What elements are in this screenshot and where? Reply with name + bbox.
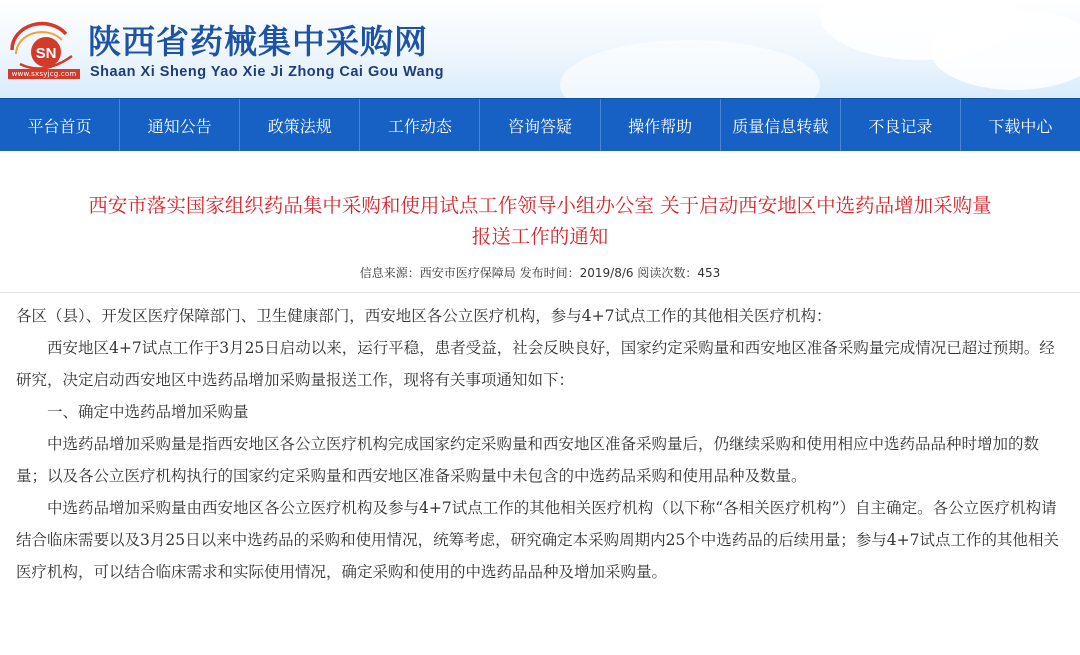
nav-item-downloads[interactable]: 下载中心 xyxy=(988,116,1053,136)
header-cloud-decoration xyxy=(560,40,820,98)
nav-item-work-news[interactable]: 工作动态 xyxy=(360,99,480,151)
date-value: 2019/8/6 xyxy=(579,266,634,280)
views-label: 阅读次数： xyxy=(637,266,698,280)
site-header xyxy=(0,0,1080,98)
divider xyxy=(0,292,1080,293)
nav-item-notices[interactable]: 通知公告 xyxy=(120,99,240,151)
nav-item-help[interactable]: 操作帮助 xyxy=(601,99,721,151)
views-count: 453 xyxy=(697,266,721,280)
site-title: 陕西省药械集中采购网 xyxy=(88,22,428,61)
nav-item-policies[interactable]: 政策法规 xyxy=(240,99,360,151)
article-body xyxy=(16,300,1066,588)
nav-item-quality-info[interactable]: 质量信息转载 xyxy=(721,99,841,151)
nav-item-home[interactable]: 平台首页 xyxy=(0,99,120,151)
salutation-paragraph: 各区（县）、开发区医疗保障部门、卫生健康部门，西安地区各公立医疗机构，参与4+7试点工作的其他相关医疗机构： xyxy=(16,307,832,325)
date-label: 发布时间： xyxy=(519,266,580,280)
article-title-line1: 西安市落实国家组织药品集中采购和使用试点工作领导小组办公室 关于启动西安地区中选药品增加采购量 xyxy=(88,194,992,217)
article-meta xyxy=(0,264,1080,281)
article-title xyxy=(0,190,1080,252)
article-title-line2: 报送工作的通知 xyxy=(471,225,609,248)
section-heading: 一、确定中选药品增加采购量 xyxy=(47,403,249,421)
main-nav xyxy=(0,98,1080,151)
body-paragraph: 西安地区4+7试点工作于3月25日启动以来，运行平稳，患者受益，社会反映良好，国家约定采购量和西安地区准备采购量完成情况已超过预期。经研究，决定启动西安地区中选药品增加采购量报送工作，现将有关事项通知如下： xyxy=(16,339,1055,389)
body-paragraph: 中选药品增加采购量由西安地区各公立医疗机构及参与4+7试点工作的其他相关医疗机构（以下称“各相关医疗机构”）自主确定。各公立医疗机构请结合临床需要以及3月25日以来中选药品的采购和使用情况，统筹考虑，研究确定本采购周期内25个中选药品的后续用量；参与4+7试点工作的其他相关医疗机构，可以结合临床需求和实际使用情况，确定采购和使用的中选药品品种及增加采购量。 xyxy=(16,499,1060,581)
site-subtitle: Shaan Xi Sheng Yao Xie Ji Zhong Cai Gou Wang xyxy=(90,64,444,80)
nav-item-bad-records[interactable]: 不良记录 xyxy=(841,99,961,151)
header-cloud-decoration xyxy=(930,10,1080,90)
svg-text:SN: SN xyxy=(35,45,57,62)
logo-url-strip: www.sxsyjcg.com xyxy=(8,69,80,79)
nav-item-qa[interactable]: 咨询答疑 xyxy=(480,99,600,151)
body-paragraph: 中选药品增加采购量是指西安地区各公立医疗机构完成国家约定采购量和西安地区准备采购量后，仍继续采购和使用相应中选药品品种时增加的数量；以及各公立医疗机构执行的国家约定采购量和西安地区准备采购量中未包含的中选药品采购和使用品种及数量。 xyxy=(16,435,1040,485)
source-label: 信息来源： xyxy=(359,266,420,280)
source-value: 西安市医疗保障局 xyxy=(419,266,516,280)
